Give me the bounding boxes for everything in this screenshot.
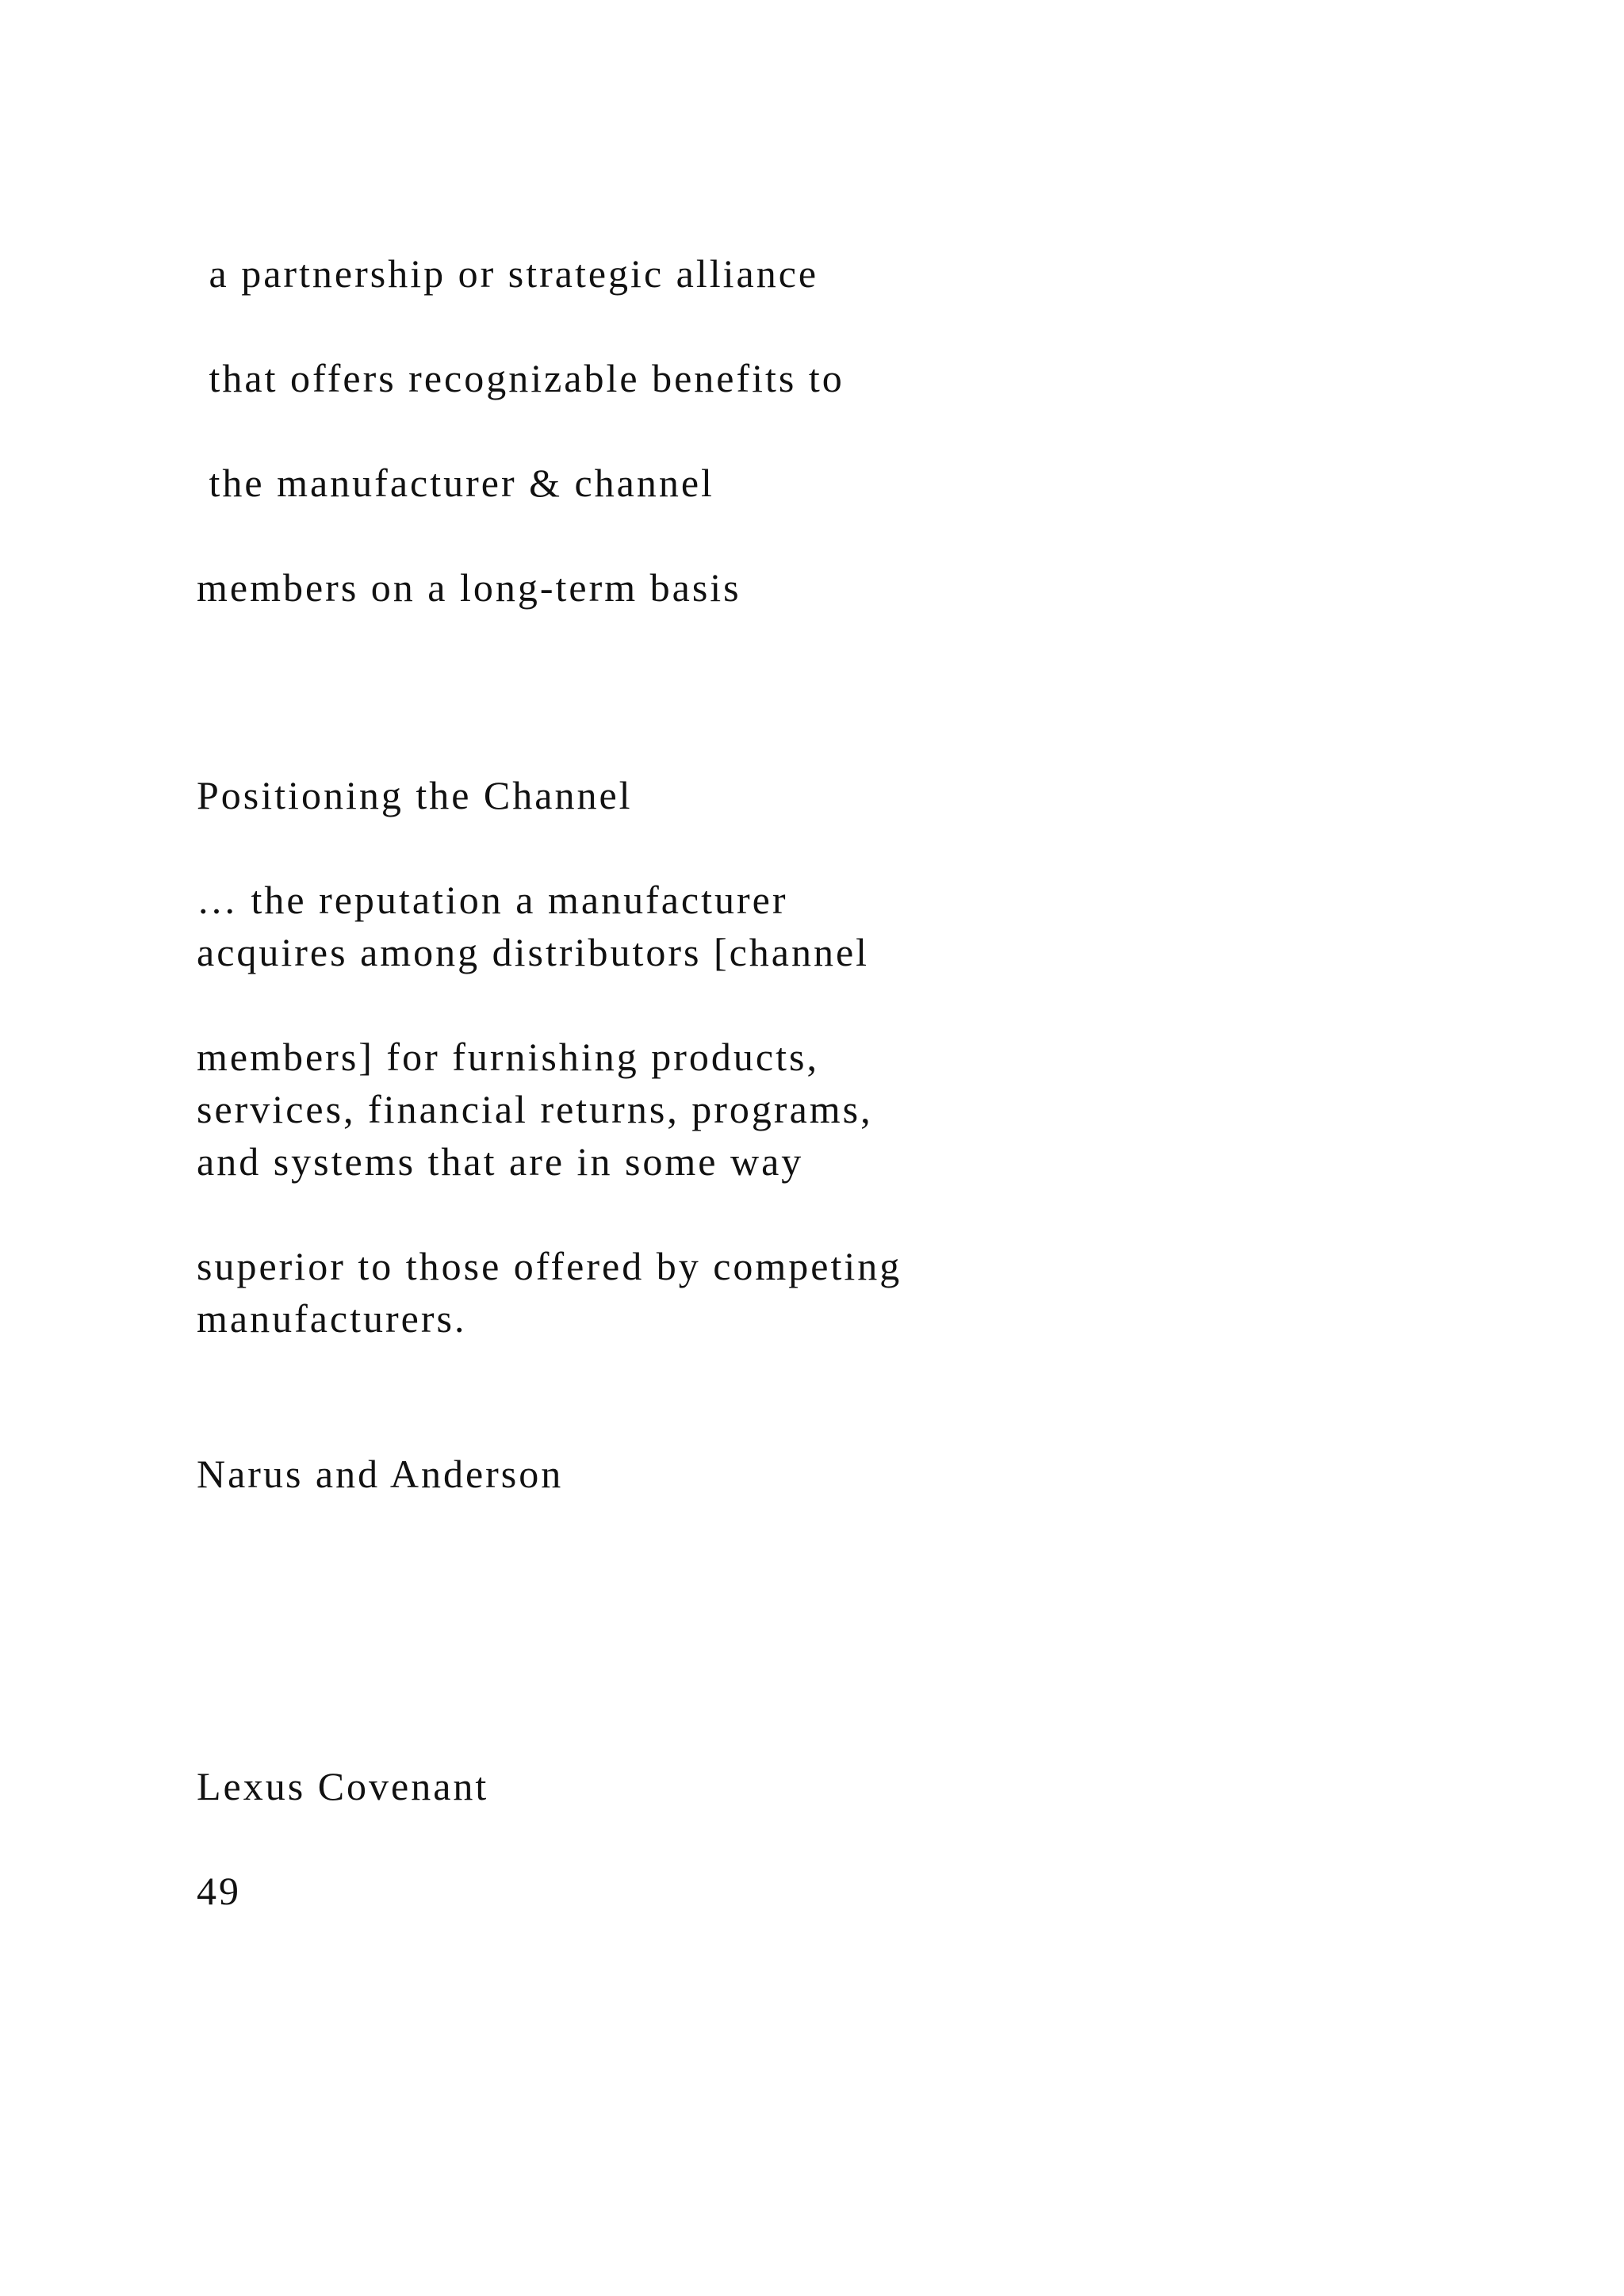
text-line-lexus-covenant: Lexus Covenant (197, 1764, 489, 1808)
text-line-partnership: a partnership or strategic alliance (197, 251, 819, 296)
page-number: 49 (197, 1869, 241, 1913)
text-line-long-term: members on a long-term basis (197, 565, 741, 610)
text-line-reputation: … the reputation a manufacturer (197, 878, 788, 922)
attribution: Narus and Anderson (197, 1452, 564, 1496)
text-line-services: services, financial returns, programs, (197, 1087, 873, 1131)
text-line-benefits: that offers recognizable benefits to (197, 356, 845, 400)
text-line-manufacturer-channel: the manufacturer & channel (197, 461, 714, 505)
text-line-acquires: acquires among distributors [channel (197, 930, 870, 974)
text-line-furnishing: members] for furnishing products, (197, 1035, 819, 1079)
text-line-systems: and systems that are in some way (197, 1139, 804, 1184)
section-heading: Positioning the Channel (197, 773, 633, 817)
text-line-manufacturers: manufacturers. (197, 1296, 467, 1341)
text-line-superior: superior to those offered by competing (197, 1244, 902, 1288)
